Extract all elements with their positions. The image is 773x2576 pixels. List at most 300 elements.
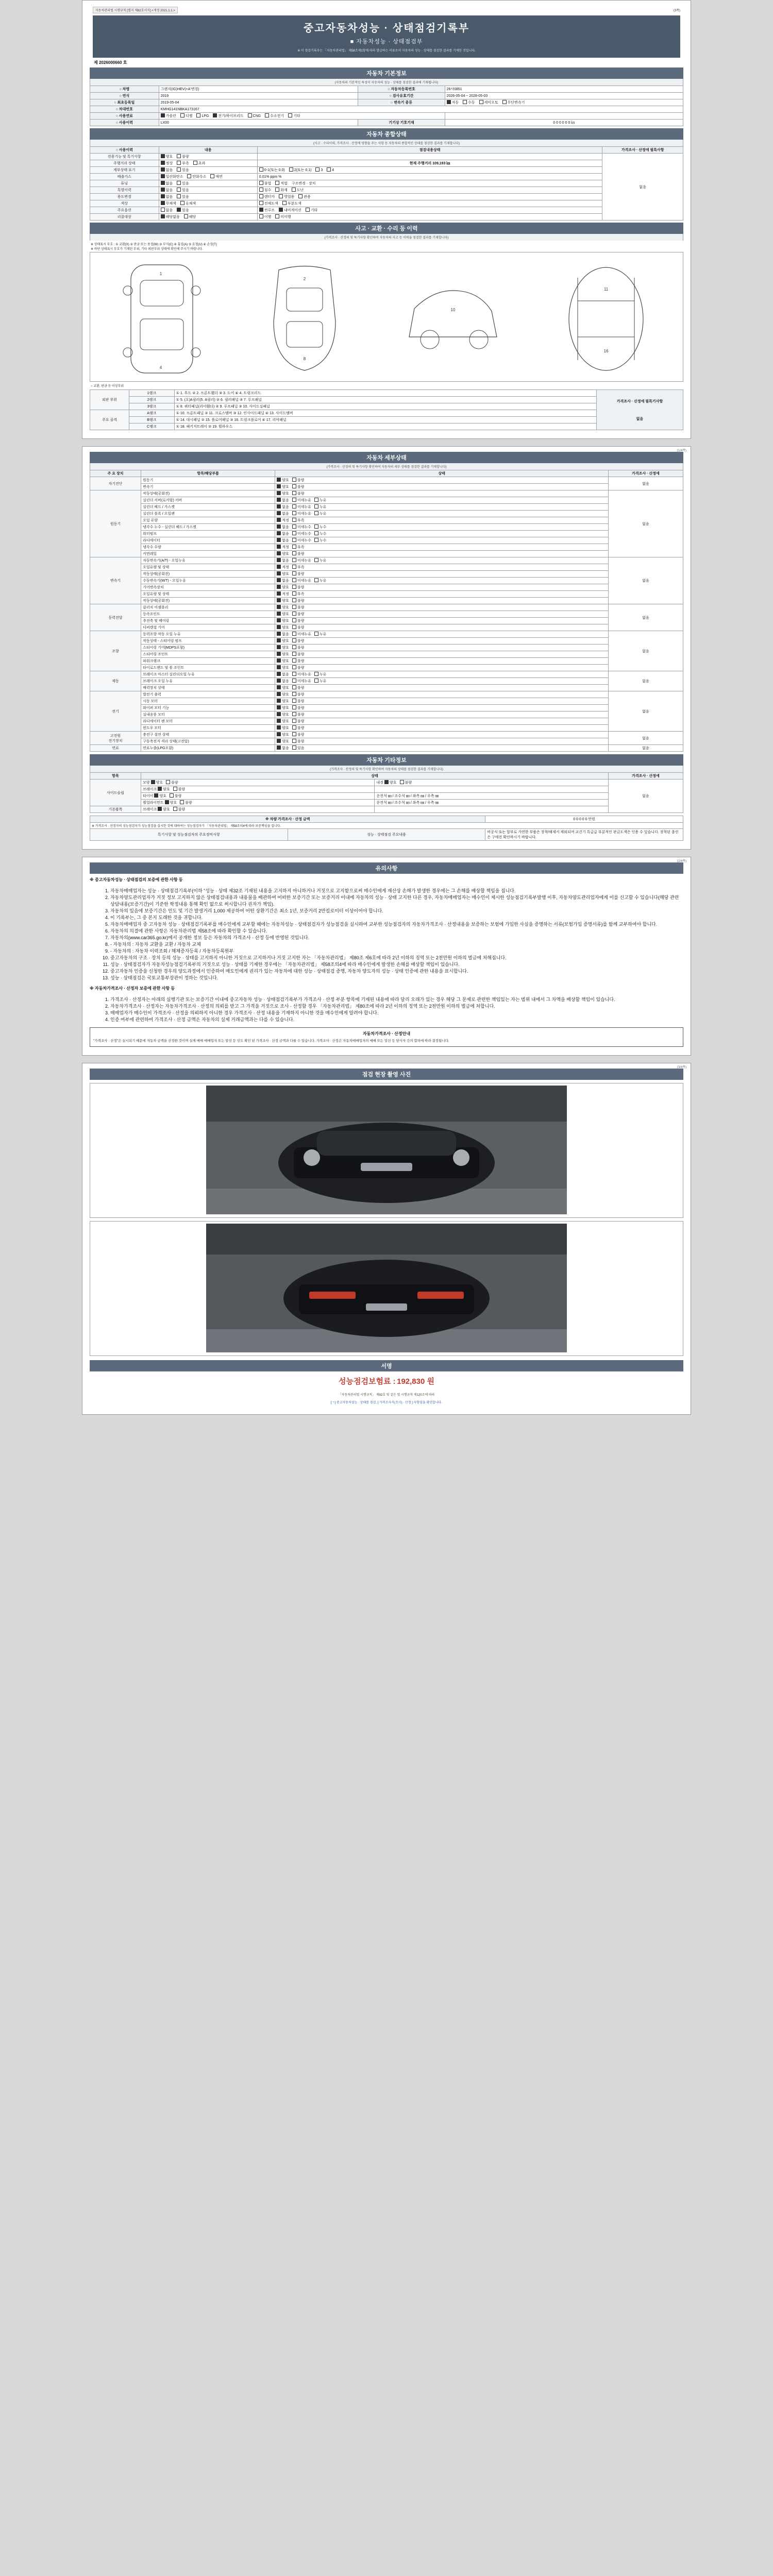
detail-opt-2-1-0[interactable]: 적정 — [277, 565, 289, 570]
detail-opt-1-1-1[interactable]: 미세누유 — [292, 498, 311, 503]
used-row-7-sub — [257, 200, 602, 207]
used-2-sub-0[interactable]: 0-1(또는 0.0) — [259, 167, 285, 173]
table-row — [90, 106, 683, 113]
detail-opt-6-5-0[interactable]: 양호 — [277, 725, 289, 731]
etc-item-0: 모양 양호 불량 — [141, 779, 375, 786]
detail-opt-6-2-0[interactable]: 양호 — [277, 705, 289, 710]
detail-opt-1-3-2[interactable]: 누유 — [314, 511, 327, 516]
detail-status-6-1 — [275, 698, 609, 705]
detail-status-7-1 — [275, 738, 609, 745]
detail-opt-6-0-0[interactable]: 양호 — [277, 692, 289, 697]
detail-opt-5-2-1[interactable]: 불량 — [292, 685, 305, 690]
detail-status-1-5 — [275, 524, 609, 531]
detail-opt-2-5-1[interactable]: 부족 — [292, 591, 305, 597]
detail-opt-1-9-1[interactable]: 불량 — [292, 551, 305, 556]
used-4-sub-0[interactable]: 불법 — [259, 181, 272, 186]
used-row-6-key: 용도변경 — [90, 194, 159, 200]
table-row — [90, 584, 683, 591]
section-used-note: (사고 · 수리이력, 가격조사 · 산정에 영향을 주는 사항 등 자동차의 종합적인 상태를 점검한 결과를 기재합니다) — [90, 140, 683, 146]
used-0-opt-1[interactable]: 불량 — [177, 154, 189, 159]
detail-opt-1-7-2[interactable]: 누수 — [314, 538, 327, 543]
detail-opt-3-1-1[interactable]: 불량 — [292, 612, 305, 617]
etc-opt-2-0[interactable]: 양호 — [154, 793, 166, 799]
caution-s2-title: ※ 자동차가격조사 · 산정자 보증에 관한 사항 등 — [90, 986, 175, 991]
detail-opt-3-2-1[interactable]: 불량 — [292, 618, 305, 623]
detail-item-4-1: 작동상태 - 스티어링 펌프 — [141, 638, 275, 645]
trans-opt-manual[interactable]: 수동 — [463, 100, 475, 105]
detail-opt-3-3-1[interactable]: 불량 — [292, 625, 305, 630]
detail-opt-1-3-1[interactable]: 미세누유 — [292, 511, 311, 516]
detail-opt-1-0-0[interactable]: 양호 — [277, 491, 289, 496]
used-7-sub-1[interactable]: 부분도색 — [282, 201, 301, 206]
detail-opt-5-0-2[interactable]: 누유 — [314, 672, 327, 677]
trans-opt-cvt[interactable]: 무단변속기 — [502, 100, 525, 105]
detail-opt-6-0-1[interactable]: 불량 — [292, 692, 305, 697]
detail-opt-5-1-2[interactable]: 누유 — [314, 679, 327, 684]
used-2-sub-3[interactable]: 4 — [327, 167, 334, 172]
table-row — [90, 194, 683, 200]
sheet-2 — [82, 446, 691, 850]
detail-opt-6-1-0[interactable]: 양호 — [277, 699, 289, 704]
detail-opt-1-5-2[interactable]: 누수 — [314, 524, 327, 530]
detail-item-1-1: 실린더 커버(로커암) 커버 — [141, 497, 275, 504]
table-row — [90, 738, 683, 745]
detail-opt-5-2-0[interactable]: 양호 — [277, 685, 289, 690]
used-row-3-extra: 0.01% ppm % — [257, 174, 602, 180]
used-1-opt-2[interactable]: 초과 — [193, 161, 206, 166]
detail-status-2-5 — [275, 591, 609, 598]
table-row — [90, 187, 683, 194]
used-row-8-opts — [159, 207, 257, 214]
table-row — [90, 511, 683, 517]
svg-text:4: 4 — [159, 365, 162, 370]
mileage-label: 기기상 기호기재 — [358, 120, 445, 126]
used-col-3: 가격조사 · 산정에 필특사항 — [602, 147, 683, 154]
used-row-2-opts — [159, 167, 257, 174]
detail-opt-2-3-0[interactable]: 없음 — [277, 578, 289, 583]
detail-item-1-0: 작동상태(공회전) — [141, 490, 275, 497]
detail-status-6-5 — [275, 725, 609, 732]
price-memo-sub: 성능 · 상태점검 주요내용 — [288, 829, 485, 841]
table-row — [90, 711, 683, 718]
accident-rank-0: 1랭크 — [129, 390, 175, 397]
detail-opt-4-0-2[interactable]: 누유 — [314, 632, 327, 637]
table-row — [90, 557, 683, 564]
detail-opt-1-8-1[interactable]: 부족 — [292, 545, 305, 550]
detail-status-6-2 — [275, 705, 609, 711]
detail-opt-3-0-0[interactable]: 양호 — [277, 605, 289, 610]
etc-item2-1 — [375, 786, 608, 793]
page-title: 중고자동차성능 · 상태점검기록부 — [303, 23, 470, 34]
detail-opt-1-3-0[interactable]: 없음 — [277, 511, 289, 516]
price-digits: 0 0 0 0 0 — [573, 818, 587, 821]
detail-opt-0-0-0[interactable]: 양호 — [277, 478, 289, 483]
detail-opt-1-2-0[interactable]: 없음 — [277, 504, 289, 510]
detail-status-2-2 — [275, 571, 609, 578]
accident-memo-wrap — [596, 390, 683, 430]
detail-opt-1-6-1[interactable]: 미세누수 — [292, 531, 311, 536]
used-3-opt-2[interactable]: 매연 — [210, 174, 223, 179]
detail-item-5-0: 브레이크 마스터 실린더오일 누유 — [141, 671, 275, 678]
table-row — [90, 93, 683, 99]
detail-status-4-4 — [275, 658, 609, 665]
used-7-opt-0[interactable]: 무채색 — [161, 201, 176, 206]
basic-value-3: 2019 — [159, 93, 358, 99]
table-row — [90, 725, 683, 732]
detail-opt-1-5-0[interactable]: 없음 — [277, 524, 289, 530]
used-2-opt-1[interactable]: 있음 — [177, 167, 189, 173]
table-row — [90, 638, 683, 645]
detail-col-0: 주 요 장치 — [90, 470, 141, 477]
caution-item-1-0: 1. 자동차매매업자는 성능 · 상태점검기록부(이하 "성능 · 상태 제32조 기재된 내용을 고지하지 아니하거나 거짓으로 고지함으로써 매수인에게 재산상 손해가 발생한 경우에는 그 손해를 배상할 책임을 집니다. — [110, 887, 683, 894]
photo-rear — [90, 1221, 683, 1356]
etc-opt2-0-1[interactable]: 불량 — [400, 780, 412, 785]
sheet-4 — [82, 1063, 691, 1415]
detail-item-6-3: 실내송풍 모터 — [141, 711, 275, 718]
detail-item-3-0: 클러치 어셈블리 — [141, 604, 275, 611]
etc-opt-1-1[interactable]: 불량 — [173, 787, 186, 792]
detail-opt-3-0-1[interactable]: 불량 — [292, 605, 305, 610]
detail-opt-1-2-2[interactable]: 누유 — [314, 504, 327, 510]
table-row — [90, 517, 683, 524]
detail-opt-1-0-1[interactable]: 불량 — [292, 491, 305, 496]
used-5-sub-2[interactable]: 도난 — [292, 188, 304, 193]
detail-opt-2-3-1[interactable]: 미세누유 — [292, 578, 311, 583]
used-5-opt-0[interactable]: 없음 — [161, 188, 173, 193]
used-row-5-opts — [159, 187, 257, 194]
used-5-sub-1[interactable]: 화재 — [275, 188, 288, 193]
detail-opt-4-4-0[interactable]: 양호 — [277, 658, 289, 664]
detail-status-6-0 — [275, 691, 609, 698]
document-subtitle: ■ 자동차성능 · 상태점검부 — [350, 39, 423, 45]
detail-item-4-4: 파워크랭크 — [141, 658, 275, 665]
detail-opt-0-0-1[interactable]: 불량 — [292, 478, 305, 483]
detail-opt-7-0-1[interactable]: 불량 — [292, 732, 305, 737]
sheet-1-topbar — [90, 6, 683, 14]
detail-status-6-4 — [275, 718, 609, 725]
detail-item-1-4: 오일 유량 — [141, 517, 275, 524]
used-4-opt-0[interactable]: 없음 — [161, 181, 173, 186]
fuel-opt-cng[interactable]: CNG — [248, 113, 261, 118]
caution-item-1-10: 11. 성능 · 상태점검자가 자동차성능점검기록부의 거짓으로 성능 · 상태를 기재한 경우에는 「자동차관리법」 제58조의4에 따라 매수인에게 발생한 손해를 배상할 책임이 있습니다. — [110, 961, 683, 968]
used-2-opt-0[interactable]: 없음 — [161, 167, 173, 173]
table-row — [90, 537, 683, 544]
detail-opt-2-0-1[interactable]: 미세누유 — [292, 558, 311, 563]
detail-opt-4-3-1[interactable]: 불량 — [292, 652, 305, 657]
used-col-1: 내용 — [159, 147, 257, 154]
detail-opt-1-6-0[interactable]: 없음 — [277, 531, 289, 536]
detail-opt-8-0-0[interactable]: 없음 — [277, 745, 289, 751]
detail-item-2-4: 기어변속장치 — [141, 584, 275, 591]
detail-opt-2-2-0[interactable]: 양호 — [277, 571, 289, 577]
detail-opt-4-1-0[interactable]: 양호 — [277, 638, 289, 643]
detail-opt-2-0-2[interactable]: 누유 — [314, 558, 327, 563]
used-4-sub-1[interactable]: 적법 — [275, 181, 288, 186]
document-number-value: 2026000660 — [98, 60, 122, 65]
detail-opt-6-4-1[interactable]: 불량 — [292, 719, 305, 724]
detail-opt-6-3-0[interactable]: 양호 — [277, 712, 289, 717]
detail-opt-1-6-2[interactable]: 누수 — [314, 531, 327, 536]
detail-opt-5-1-0[interactable]: 없음 — [277, 679, 289, 684]
detail-group-7: 고전원 전기장치 — [90, 732, 141, 745]
accident-memo-value: 없음 — [636, 417, 644, 421]
used-8-sub-2[interactable]: 기타 — [306, 208, 318, 213]
detail-opt-6-1-1[interactable]: 불량 — [292, 699, 305, 704]
used-9-opt-1[interactable]: 해당 — [184, 214, 196, 219]
detail-item-7-1: 구동축전지 격리 상태(고전압) — [141, 738, 275, 745]
detail-opt-2-4-1[interactable]: 불량 — [292, 585, 305, 590]
detail-opt-7-1-0[interactable]: 양호 — [277, 739, 289, 744]
trans-opt-semi[interactable]: 세미오토 — [479, 100, 498, 105]
detail-opt-5-0-0[interactable]: 없음 — [277, 672, 289, 677]
used-2-sub-2[interactable]: 3 — [315, 167, 323, 172]
detail-opt-0-1-1[interactable]: 불량 — [292, 484, 305, 489]
basic-label-4: ○ 검사유효기간 — [358, 93, 445, 99]
detail-opt-6-2-1[interactable]: 불량 — [292, 705, 305, 710]
guide-box-text: "가격조사 · 산정"은 실시되기 때문에 자동차 금액을 산정한 것이며 실제 매매 매매업자 또는 알선 등 인도 확인 된 가격조사 · 산정 금액과 다를 수 있습니다. 가격조사 · 산정은 자동차매매업자의 매매 또는 알선 등 당사자 간의 합의에 따라 결정됩니다. — [93, 1039, 449, 1043]
document-subnote: ※ 이 점검기록부는 「자동차관리법」 제58조제1항에 따라 발급하는 서류로서 자동차의 성능 · 상태를 점검한 결과를 기재한 것입니다. — [297, 49, 476, 53]
detail-group-1: 원동기 — [90, 490, 141, 557]
usage-value: LX00 — [159, 120, 358, 126]
used-row-6-opts — [159, 194, 257, 200]
caution-item-2-2: 3. 매매업자가 매수인이 가격조사 · 산정을 의뢰하지 아니한 경우 가격조사 · 산정 내용을 기재하지 아니한 것을 매수인에게 알려야 합니다. — [110, 1009, 683, 1016]
detail-opt-4-0-0[interactable]: 없음 — [277, 632, 289, 637]
detail-status-4-2 — [275, 645, 609, 651]
detail-opt-1-1-0[interactable]: 없음 — [277, 498, 289, 503]
table-row — [90, 390, 683, 397]
guide-box-title: 자동차가격조사 · 산정안내 — [362, 1031, 411, 1036]
detail-item-2-0: 자동변속기(A/T) - 오일누유 — [141, 557, 275, 564]
table-row — [90, 611, 683, 618]
detail-opt-2-5-0[interactable]: 적정 — [277, 591, 289, 597]
detail-opt-1-1-2[interactable]: 누유 — [314, 498, 327, 503]
detail-opt-0-1-0[interactable]: 양호 — [277, 484, 289, 489]
caution-item-1-1: 2. 자동차양도관리업자가 거짓 정보 고지하지 않은 상태점검내용과 내용물을 배관하여 어떠한 보증기간 또는 보증거리 이내에 자동차의 성능 · 상태 고지한 다른 경우, 자동차매매업자는 매수인이 제시한 성능점검기록부발행 이후, 자동차양도관리업자에게 이를 신고할 수 있습니다(해당 관련 상담내용(보증기간)이 기준한 학정내용 통해 확인 없으로 써시합니다 권자가 책임). — [110, 894, 683, 907]
detail-opt-5-0-1[interactable]: 미세누유 — [292, 672, 311, 677]
table-row — [90, 793, 683, 800]
detail-item-6-1: 시동 모터 — [141, 698, 275, 705]
caution-item-1-11: 12. 중고자동차 인증을 신청한 경우의 양도과정에서 인증하여 매도인에게 권리가 있는 자동차에 대한 성능 · 상태점검 증명, 자동차 양도자의 성능 · 상태 인증에 관한 내용을 표시합니다. — [110, 968, 683, 974]
sign-footer-2: [ㄱ] 중고자동차성능 · 상태를 점검, [ 가격조사서(조사) · 산정 ] 사항임을 확인합니다. — [330, 1401, 442, 1405]
table-row — [90, 658, 683, 665]
section-caution-head: 유의사항 — [90, 862, 683, 874]
etc-opt-0-1[interactable]: 불량 — [166, 780, 178, 785]
etc-opt-3-0[interactable]: 양호 — [165, 800, 177, 805]
used-row-8-key: 주요옵션 — [90, 207, 159, 214]
detail-opt-1-7-0[interactable]: 없음 — [277, 538, 289, 543]
used-3-opt-1[interactable]: 탄화수소 — [187, 174, 206, 179]
used-8-sub-0[interactable]: 썬루프 — [259, 208, 275, 213]
section-basic-note: (자동차의 기본적인 특성이 자동차의 성능 · 상태를 점검한 결과에 기재됩니다) — [90, 79, 683, 86]
detail-opt-2-3-2[interactable]: 누유 — [314, 578, 327, 583]
used-7-sub-0[interactable]: 전체도색 — [259, 201, 278, 206]
current-mileage: 현재 주행거리 109,193 ㎞ — [257, 160, 602, 167]
detail-item-1-8: 냉각수 수량 — [141, 544, 275, 551]
etc-opt-4-1[interactable]: 불량 — [173, 807, 186, 812]
used-8-opt-1[interactable]: 있음 — [177, 208, 189, 213]
used-5-opt-1[interactable]: 있음 — [177, 188, 189, 193]
table-row — [90, 685, 683, 691]
table-row — [90, 671, 683, 678]
used-6-sub-0[interactable]: 렌터카 — [259, 194, 275, 199]
detail-status-1-6 — [275, 531, 609, 537]
table-row — [90, 645, 683, 651]
used-9-sub-0[interactable]: 이행 — [259, 214, 272, 219]
accident-rank-3: A랭크 — [129, 410, 175, 417]
used-row-7-opts — [159, 200, 257, 207]
detail-opt-7-0-0[interactable]: 양호 — [277, 732, 289, 737]
detail-opt-4-2-0[interactable]: 양호 — [277, 645, 289, 650]
basic-label-1: ○ 차명 — [90, 86, 159, 93]
detail-opt-2-2-1[interactable]: 불량 — [292, 571, 305, 577]
etc-opt-0-0[interactable]: 양호 — [151, 780, 163, 785]
accident-memo-label: 가격조사 · 산정에 필특기사항 — [616, 399, 663, 403]
detail-opt-2-4-0[interactable]: 양호 — [277, 585, 289, 590]
detail-item-2-5: 오일유량 및 상태 — [141, 591, 275, 598]
used-9-opt-0[interactable]: 해당없음 — [161, 214, 180, 219]
used-9-sub-1[interactable]: 미이행 — [275, 214, 291, 219]
table-row — [90, 544, 683, 551]
used-8-sub-1[interactable]: 내비게이션 — [279, 208, 301, 213]
detail-opt-1-9-0[interactable]: 양호 — [277, 551, 289, 556]
detail-opt-3-1-0[interactable]: 양호 — [277, 612, 289, 617]
accident-rank-2: 3랭크 — [129, 403, 175, 410]
table-row — [90, 120, 683, 126]
table-row — [90, 551, 683, 557]
used-3-opt-0[interactable]: 일산화탄소 — [161, 174, 183, 179]
used-4-opt-1[interactable]: 있음 — [177, 181, 189, 186]
page-number-2: (1/4쪽) — [677, 449, 686, 452]
detail-opt-1-4-0[interactable]: 적정 — [277, 518, 289, 523]
detail-item-5-1: 브레이크 오일 누유 — [141, 678, 275, 685]
detail-opt-4-5-1[interactable]: 불량 — [292, 665, 305, 670]
detail-item-1-6: 워터펌프 — [141, 531, 275, 537]
basic-info-table — [90, 86, 683, 126]
used-6-opt-0[interactable]: 없음 — [161, 194, 173, 199]
usage-label: ○ 사용이력 — [90, 120, 159, 126]
detail-status-5-1 — [275, 678, 609, 685]
used-8-opt-0[interactable]: 없음 — [161, 208, 173, 213]
detail-opt-1-4-1[interactable]: 부족 — [292, 518, 305, 523]
document-title-box — [93, 15, 680, 58]
used-row-9-sub — [257, 214, 602, 221]
detail-opt-1-2-1[interactable]: 미세누유 — [292, 504, 311, 510]
sheet-1 — [82, 0, 691, 439]
detail-item-1-9: 커먼레일 — [141, 551, 275, 557]
detail-opt-4-4-1[interactable]: 불량 — [292, 658, 305, 664]
table-row — [90, 207, 683, 214]
caution-list-2 — [90, 996, 683, 1023]
used-row-1-opts — [159, 160, 257, 167]
detail-opt-2-6-1[interactable]: 불량 — [292, 598, 305, 603]
car-diagram-front-view — [115, 260, 208, 378]
table-row — [90, 86, 683, 93]
detail-status-2-3 — [275, 578, 609, 584]
detail-opt-3-2-0[interactable]: 양호 — [277, 618, 289, 623]
accident-rank-1: 2랭크 — [129, 397, 175, 403]
etc-opt-4-0[interactable]: 양호 — [158, 807, 170, 812]
detail-opt-1-8-0[interactable]: 적정 — [277, 545, 289, 550]
vehicle-damage-diagram — [90, 252, 683, 382]
used-6-sub-1[interactable]: 영업용 — [279, 194, 294, 199]
detail-opt-4-0-1[interactable]: 미세누유 — [292, 632, 311, 637]
detail-item-2-2: 작동상태(공회전) — [141, 571, 275, 578]
detail-status-1-9 — [275, 551, 609, 557]
trans-opt-auto[interactable]: 자동 — [447, 100, 459, 105]
etc-opt-1-0[interactable]: 양호 — [158, 787, 170, 792]
detail-opt-1-7-1[interactable]: 미세누수 — [292, 538, 311, 543]
table-row — [90, 490, 683, 497]
table-row — [90, 174, 683, 180]
used-2-sub-1[interactable]: 2(또는 0.1) — [289, 167, 312, 173]
page-number-1: (3쪽) — [673, 9, 680, 12]
detail-opt-4-1-1[interactable]: 불량 — [292, 638, 305, 643]
car-diagram-side-view — [401, 260, 505, 378]
detail-opt-4-2-1[interactable]: 불량 — [292, 645, 305, 650]
used-6-sub-2[interactable]: 관용 — [298, 194, 311, 199]
section-used-head: 자동차 종합상태 — [90, 128, 683, 140]
used-row-4-sub — [257, 180, 602, 187]
section-accident-head: 사고 · 교환 · 수리 등 이력 — [90, 223, 683, 234]
fuel-opt-lpg[interactable]: LPG — [196, 113, 209, 118]
used-row-4-opts — [159, 180, 257, 187]
fuel-opt-hybrid[interactable]: 전기/하이브리드 — [213, 113, 243, 118]
accident-parts-table — [90, 389, 683, 430]
detail-opt-2-0-0[interactable]: 없음 — [277, 558, 289, 563]
detail-opt-1-5-1[interactable]: 미세누수 — [292, 524, 311, 530]
etc-opt2-0-0[interactable]: 양호 — [384, 780, 397, 785]
detail-memo-5: 없음 — [608, 671, 683, 691]
etc-opt-3-1[interactable]: 불량 — [180, 800, 192, 805]
detail-opt-6-3-1[interactable]: 불량 — [292, 712, 305, 717]
fuel-opt-diesel[interactable]: 디젤 — [180, 113, 193, 118]
detail-opt-6-5-1[interactable]: 불량 — [292, 725, 305, 731]
detail-opt-4-5-0[interactable]: 양호 — [277, 665, 289, 670]
used-1-opt-0[interactable]: 정상 — [161, 161, 173, 166]
detail-status-6-3 — [275, 711, 609, 718]
used-7-opt-1[interactable]: 유채색 — [180, 201, 196, 206]
etc-opt-2-1[interactable]: 불량 — [170, 793, 182, 799]
accident-items-2: ① 8. 쿼터패널(리어휀더) ② 9. 루프패널 ③ 10. 사이드실패널 — [174, 403, 596, 410]
used-row-0-opts — [159, 154, 257, 160]
used-col-0: ○ 사용이력 — [90, 147, 159, 154]
detail-opt-6-4-0[interactable]: 양호 — [277, 719, 289, 724]
basic-label-6: ○ 변속기 종류 — [358, 99, 445, 106]
detail-opt-3-3-0[interactable]: 양호 — [277, 625, 289, 630]
used-0-opt-0[interactable]: 양호 — [161, 154, 173, 159]
used-1-opt-1[interactable]: 부족 — [177, 161, 189, 166]
accident-items-4: ① 14. 대시패널 ② 15. 플로어패널 ③ 16. 트렁크플로어 ④ 17. 리어패널 — [174, 417, 596, 423]
detail-opt-7-1-1[interactable]: 불량 — [292, 739, 305, 744]
fuel-opt-gasoline[interactable]: 가솔린 — [161, 113, 176, 118]
detail-opt-2-1-1[interactable]: 부족 — [292, 565, 305, 570]
detail-opt-8-0-1[interactable]: 있음 — [292, 745, 305, 751]
used-6-opt-1[interactable]: 있음 — [177, 194, 189, 199]
table-row — [90, 651, 683, 658]
used-row-4-key: 튜닝 — [90, 180, 159, 187]
detail-opt-2-6-0[interactable]: 양호 — [277, 598, 289, 603]
detail-opt-4-3-0[interactable]: 양호 — [277, 652, 289, 657]
detail-group-4: 조향 — [90, 631, 141, 671]
used-5-sub-0[interactable]: 침수 — [259, 188, 272, 193]
price-survey-guide-box — [90, 1027, 683, 1047]
insurance-fee-value: 192,830 원 — [397, 1377, 434, 1386]
fuel-opt-hydrogen[interactable]: 수소전기 — [265, 113, 284, 118]
detail-opt-5-1-1[interactable]: 미세누유 — [292, 679, 311, 684]
fuel-opt-etc[interactable]: 기타 — [288, 113, 300, 118]
caution-item-1-2: 3. 자동차의 있음에 보증기간은 인도 및 기간 발생거리 1,000 제공하여 어떤 상환기간은 최소 1년, 보증거리 2만킬로미터 이상이어야 합니다. — [110, 907, 683, 914]
detail-item-6-0: 발전기 출력 — [141, 691, 275, 698]
